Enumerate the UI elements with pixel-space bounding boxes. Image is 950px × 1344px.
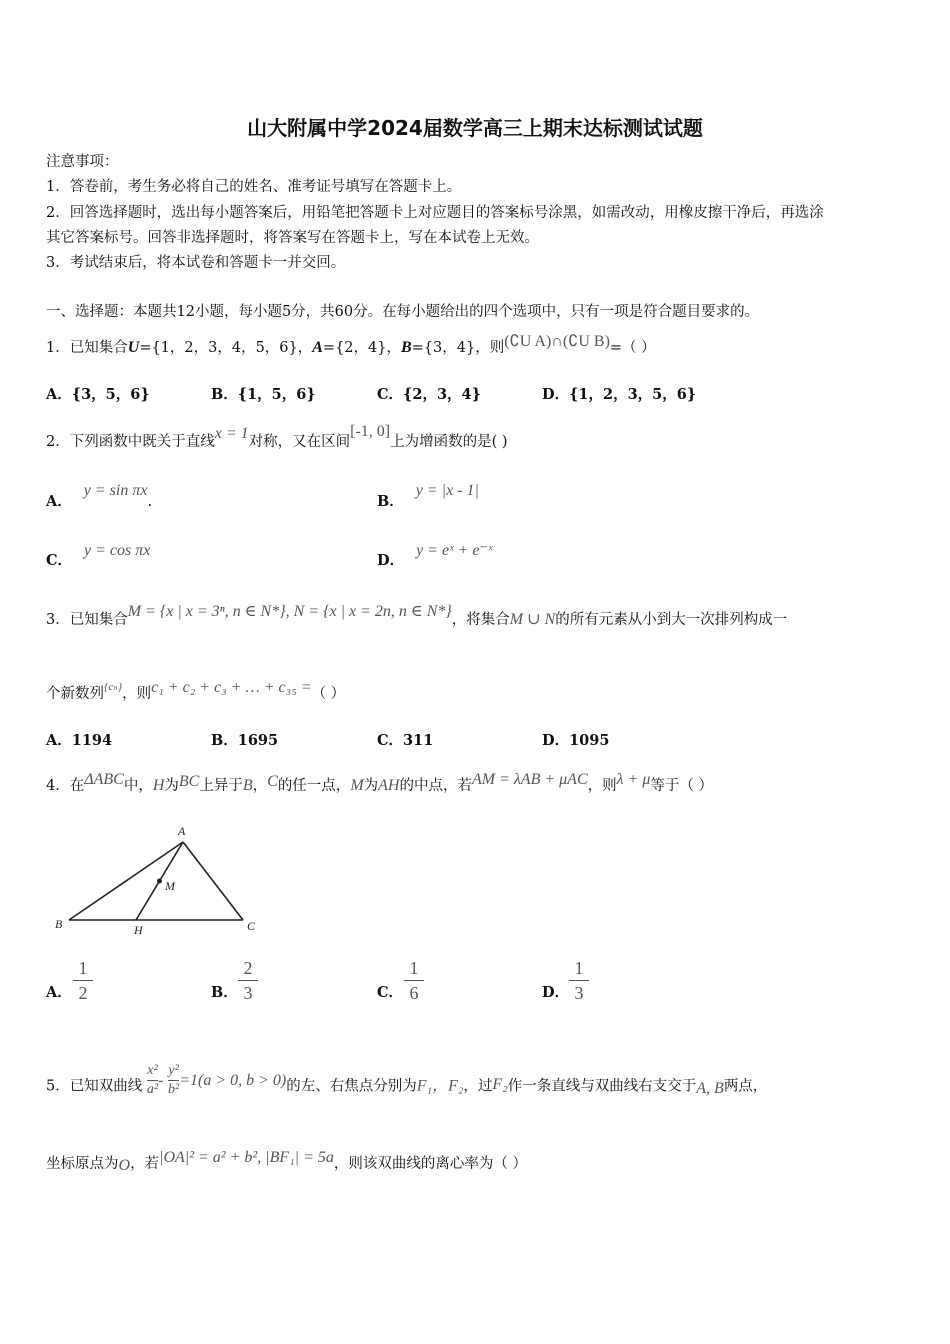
q5-foci: F₁，F₂ xyxy=(416,1077,464,1095)
q5-y2: y² xyxy=(168,1063,179,1078)
q2-func-c: y = cos πx xyxy=(84,542,151,559)
q5-line2-prefix: 坐标原点为 xyxy=(46,1156,119,1172)
q5-t1: 的左、右焦点分别为 xyxy=(286,1078,417,1095)
q5-t3: 作一条直线与双曲线右支交于 xyxy=(507,1078,697,1095)
q4-vector-eq: AM = λAB + μAC xyxy=(471,771,588,788)
q2-label-b: B． xyxy=(377,493,404,510)
q2-interval: [-1, 0] xyxy=(350,423,391,440)
question-3-line2 xyxy=(46,679,346,705)
q4-option-c-label[interactable]: C． xyxy=(377,984,404,1001)
q1-suffix: =（ ） xyxy=(609,340,656,356)
q4-H: H xyxy=(152,777,165,794)
q3-sequence: {cₙ} xyxy=(104,681,123,693)
q2-func-d: y = eˣ + e⁻ˣ xyxy=(416,542,493,559)
q3-option-a[interactable]: A．1194 xyxy=(46,732,113,749)
q5-minus: - xyxy=(158,1071,164,1089)
q4-t1: 中， xyxy=(123,778,153,794)
q4-c-num: 1 xyxy=(409,958,419,978)
q4-b-num: 2 xyxy=(243,958,253,978)
q4-triangle: ΔABC xyxy=(84,771,124,788)
q4-d-num: 1 xyxy=(574,958,584,978)
q5-t2: ，过 xyxy=(463,1078,493,1095)
q5-x2: x² xyxy=(147,1063,158,1078)
q2-suffix: 上为增函数的是( ) xyxy=(390,434,508,450)
question-5-line2 xyxy=(46,1149,527,1174)
label-M: M xyxy=(165,879,175,893)
q3-sum: c₁ + c₂ + c₃ + … + c₃₅ = xyxy=(151,679,312,696)
q3-option-d[interactable]: D．1095 xyxy=(542,732,610,749)
q4-B: B xyxy=(242,777,253,794)
q2-option-a[interactable] xyxy=(46,482,153,512)
q4-AH: AH xyxy=(378,777,400,794)
q4-option-a-fraction[interactable] xyxy=(73,957,93,1004)
question-4 xyxy=(46,771,713,796)
q5-condition: |OA|² = a² + b², |BF₁| = 5a xyxy=(159,1149,334,1166)
q2-option-c[interactable] xyxy=(46,542,151,571)
q1-option-b[interactable]: B．{1，5，6} xyxy=(211,386,316,403)
q5-line2-mid: ，若 xyxy=(130,1156,160,1172)
q1-a-set: ={2，4}， xyxy=(322,340,401,356)
notice-heading: 注意事项： xyxy=(46,154,119,170)
q5-a2: a² xyxy=(146,1082,159,1097)
q3-union: M ∪ N xyxy=(509,611,556,628)
q1-B: B xyxy=(400,339,412,356)
q2-label-d: D． xyxy=(377,552,405,569)
q4-t9: 等于（ ） xyxy=(650,778,713,794)
notice-item-1: 1．答卷前，考生务必将自己的姓名、准考证号填写在答题卡上。 xyxy=(46,179,462,195)
q3-set-M: M = {x | x = 3ⁿ, n ∈ N*} xyxy=(127,603,286,620)
q4-t3: 上异于 xyxy=(199,778,243,794)
question-1 xyxy=(46,333,656,358)
q3-line2-suffix: （ ） xyxy=(311,686,346,702)
q1-u-set: ={1，2，3，4，5，6}， xyxy=(139,340,313,356)
q4-t5: 的任一点， xyxy=(277,778,351,794)
q1-U: U xyxy=(127,339,140,356)
q4-option-b-label[interactable]: B． xyxy=(211,984,238,1001)
q4-t8: ，则 xyxy=(587,778,617,794)
q1-b-set: ={3，4}，则 xyxy=(411,340,505,356)
q1-option-a[interactable]: A．{3，5，6} xyxy=(46,386,150,403)
q4-lambda-mu: λ + μ xyxy=(616,771,651,788)
q5-eq-rest: =1(a > 0, b > 0) xyxy=(179,1071,287,1089)
q4-option-d-fraction[interactable] xyxy=(569,957,589,1004)
q2-label-a: A． xyxy=(46,493,72,510)
question-5 xyxy=(46,1063,768,1105)
q5-frac-y xyxy=(168,1062,179,1099)
q4-t6: 为 xyxy=(363,778,379,794)
q2-option-b[interactable] xyxy=(377,482,479,512)
q4-M: M xyxy=(350,777,364,794)
q5-b2: b² xyxy=(167,1082,180,1097)
question-3 xyxy=(46,603,788,630)
q5-frac-x xyxy=(147,1062,158,1099)
q4-prefix: 4．在 xyxy=(46,778,85,794)
q1-expression: (∁U A)∩(∁U B) xyxy=(504,333,610,350)
q1-A: A xyxy=(312,339,323,356)
q1-prefix: 1．已知集合 xyxy=(46,340,128,356)
q4-C: C xyxy=(267,773,278,790)
q4-option-c-fraction[interactable] xyxy=(404,957,424,1004)
triangle-figure xyxy=(50,820,270,940)
q5-prefix: 5．已知双曲线 xyxy=(46,1078,143,1095)
q4-b-den: 3 xyxy=(243,983,253,1003)
q4-t2: 为 xyxy=(164,778,179,794)
q2-a-dot: . xyxy=(147,494,153,510)
q3-mid: ，将集合 xyxy=(451,612,510,628)
label-B: B xyxy=(55,917,63,931)
q1-option-c[interactable]: C．{2，3，4} xyxy=(377,386,481,403)
q3-line2-mid: ，则 xyxy=(122,686,152,702)
section-heading: 一、选择题：本题共12小题，每小题5分，共60分。在每小题给出的四个选项中，只有一项是符合题目要求的。 xyxy=(46,304,760,320)
notice-item-3: 3．考试结束后，将本试卷和答题卡一并交回。 xyxy=(46,255,346,271)
q3-prefix: 3．已知集合 xyxy=(46,612,128,628)
notice-item-2b: 其它答案标号。回答非选择题时，将答案写在答题卡上，写在本试卷上无效。 xyxy=(46,230,539,246)
label-H: H xyxy=(134,923,143,937)
q2-prefix: 2．下列函数中既关于直线 xyxy=(46,434,215,450)
page-title: 山大附属中学2024届数学高三上期末达标测试试题 xyxy=(247,116,703,140)
q3-option-b[interactable]: B．1695 xyxy=(211,732,279,749)
point-M xyxy=(157,879,162,884)
q5-O: O xyxy=(118,1157,131,1174)
q4-t4: ， xyxy=(252,778,268,794)
q3-suffix: 的所有元素从小到大一次排列构成一 xyxy=(555,612,788,628)
q4-a-den: 2 xyxy=(78,983,88,1003)
q4-c-den: 6 xyxy=(409,983,419,1003)
q2-line: x = 1 xyxy=(214,425,249,442)
q5-t4: 两点， xyxy=(723,1078,768,1095)
q3-option-c[interactable]: C．311 xyxy=(377,732,434,749)
q2-func-a: y = sin πx xyxy=(83,482,148,499)
edge-AC xyxy=(183,842,243,920)
label-A: A xyxy=(178,824,186,838)
q4-a-num: 1 xyxy=(78,958,88,978)
question-2 xyxy=(46,423,508,452)
q2-option-d[interactable] xyxy=(377,542,493,571)
q2-label-c: C． xyxy=(46,552,73,569)
q3-set-N: , N = {x | x = 2n, n ∈ N*} xyxy=(285,603,452,620)
q4-option-d-label[interactable]: D． xyxy=(542,984,570,1001)
q4-t7: 的中点，若 xyxy=(399,778,472,794)
q5-AB: A, B xyxy=(696,1079,724,1097)
q4-option-a-label[interactable]: A． xyxy=(46,984,72,1001)
q4-option-b-fraction[interactable] xyxy=(238,957,258,1004)
label-C: C xyxy=(247,919,256,933)
q1-option-d[interactable]: D．{1，2，3，5，6} xyxy=(542,386,697,403)
q4-BC: BC xyxy=(178,773,200,790)
q5-F2: F₂ xyxy=(492,1075,508,1093)
q5-line2-suffix: ，则该双曲线的离心率为（ ） xyxy=(333,1156,527,1172)
q2-mid: 对称，又在区间 xyxy=(248,434,351,450)
q2-func-b: y = |x - 1| xyxy=(415,482,479,499)
q3-line2-prefix: 个新数列 xyxy=(46,686,104,702)
q4-d-den: 3 xyxy=(574,983,584,1003)
notice-item-2a: 2．回答选择题时，选出每小题答案后，用铅笔把答题卡上对应题目的答案标号涂黑，如需改动，用橡皮擦干净后，再选涂 xyxy=(46,205,824,221)
